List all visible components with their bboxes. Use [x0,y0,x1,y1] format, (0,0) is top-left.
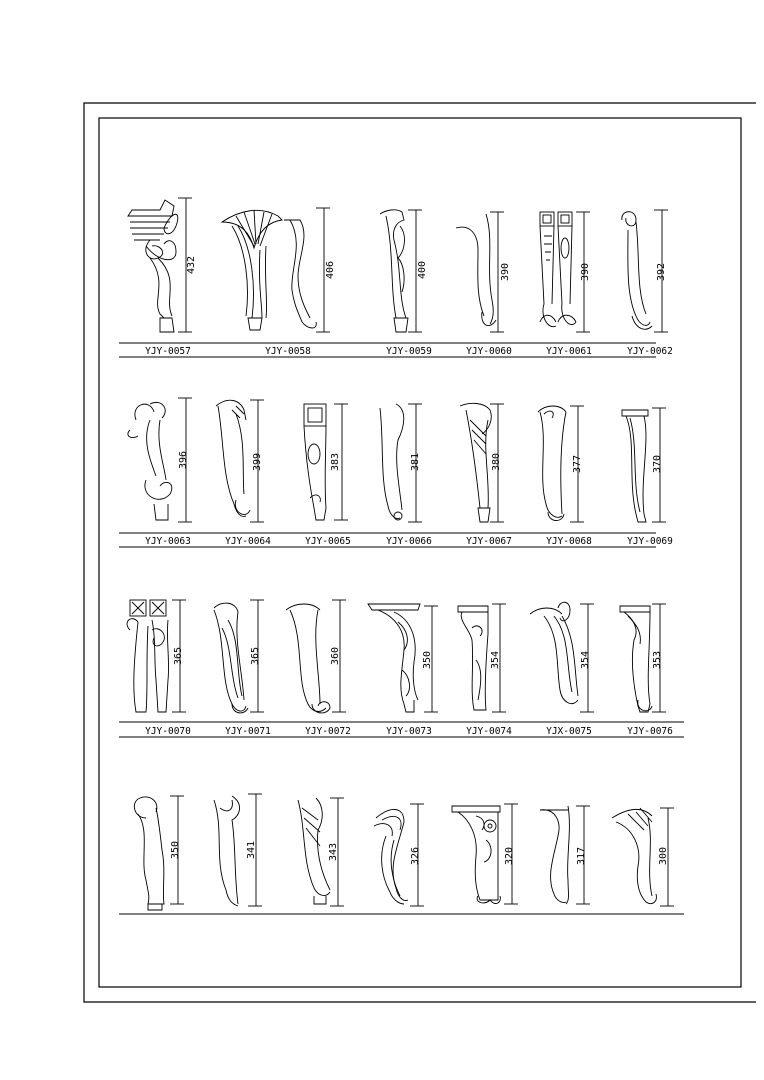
leg-drawing [127,600,169,712]
model-code: YJY-0065 [305,536,351,547]
leg-drawing [620,606,652,712]
height-label: 390 [500,262,511,282]
height-label: 365 [250,646,261,666]
height-label: 377 [572,454,583,474]
height-label: 392 [656,262,667,282]
height-label: 341 [246,840,257,860]
leg-drawing [222,210,316,330]
height-label: 353 [652,650,663,670]
height-label: 354 [580,650,591,670]
leg-drawing [460,403,491,522]
height-label: 370 [652,454,663,474]
height-label: 406 [325,260,336,280]
model-code: YJY-0063 [145,536,191,547]
model-code: YJY-0067 [466,536,512,547]
leg-drawing [128,402,172,520]
leg-drawing [214,796,240,906]
leg-drawing [214,603,248,713]
height-label: 343 [328,842,339,862]
height-label: 390 [580,262,591,282]
height-label: 300 [658,846,669,866]
height-label: 380 [491,452,502,472]
model-code: YJY-0072 [305,726,351,737]
model-code: YJY-0061 [546,346,592,357]
leg-yjy-0071 [214,600,271,737]
leg-yjy-0066 [380,404,432,547]
model-code: YJY-0076 [627,726,673,737]
leg-drawing [134,797,164,910]
leg-yjy-0062 [622,210,673,357]
leg-drawing [530,602,578,703]
leg-yjx-0075 [530,602,594,737]
model-code: YJX-0075 [546,726,592,737]
height-label: 396 [178,450,189,470]
model-code: YJY-0073 [386,726,432,737]
leg-yjy-0076 [620,604,673,737]
height-label: 381 [410,452,421,472]
leg-row4-6 [540,806,590,904]
leg-row4-4 [374,804,424,906]
leg-yjy-0072 [286,600,351,737]
leg-drawing [286,604,330,713]
row-rules [119,343,684,914]
leg-drawing [368,604,420,712]
model-code: YJY-0066 [386,536,432,547]
height-label: 400 [417,260,428,280]
leg-drawing [622,212,652,329]
leg-drawing [298,798,330,904]
height-label: 432 [186,255,197,275]
leg-drawing [540,806,569,904]
leg-drawing [216,400,250,516]
height-label: 399 [252,452,263,472]
model-code: YJY-0074 [466,726,512,737]
model-code: YJY-0071 [225,726,271,737]
leg-row4-7 [612,808,674,906]
height-label: 350 [422,650,433,670]
height-label: 317 [576,846,587,866]
leg-yjy-0060 [456,212,512,357]
leg-yjy-0059 [380,210,432,357]
leg-yjy-0063 [128,398,192,547]
leg-drawing [452,806,500,903]
leg-yjy-0058 [222,208,336,357]
leg-drawing [458,606,488,710]
height-label: 360 [330,646,341,666]
height-label: 383 [330,452,341,472]
leg-drawing [374,809,408,904]
leg-yjy-0067 [460,403,512,547]
leg-yjy-0073 [368,604,438,737]
leg-yjy-0064 [216,400,271,547]
leg-row4-1 [134,796,184,910]
leg-drawing [538,406,566,521]
leg-drawing [128,200,178,332]
leg-yjy-0069 [622,408,673,547]
height-label: 354 [490,650,501,670]
model-code: YJY-0060 [466,346,512,357]
model-code: YJY-0069 [627,536,673,547]
model-code: YJY-0062 [627,346,673,357]
model-code: YJY-0058 [265,346,311,357]
leg-yjy-0074 [458,604,512,737]
leg-row4-5 [452,804,518,904]
model-code: YJY-0057 [145,346,191,357]
drawing-frame [84,103,756,1002]
model-code: YJY-0070 [145,726,191,737]
model-code: YJY-0068 [546,536,592,547]
leg-drawing [456,214,496,326]
leg-row4-2 [214,794,262,906]
leg-drawing [622,410,648,522]
height-label: 326 [410,846,421,866]
leg-yjy-0068 [538,406,592,547]
leg-drawing [304,404,326,520]
height-label: 320 [504,846,515,866]
leg-drawing [380,210,408,332]
leg-yjy-0065 [304,404,351,547]
height-label: 365 [173,646,184,666]
leg-drawing [612,808,656,904]
leg-drawing [540,212,576,327]
leg-drawing [380,404,404,520]
leg-yjy-0057 [128,198,197,357]
height-label: 350 [170,840,181,860]
model-code: YJY-0064 [225,536,271,547]
model-code: YJY-0059 [386,346,432,357]
leg-yjy-0061 [540,212,592,357]
leg-yjy-0070 [127,600,191,737]
leg-row4-3 [298,798,344,906]
